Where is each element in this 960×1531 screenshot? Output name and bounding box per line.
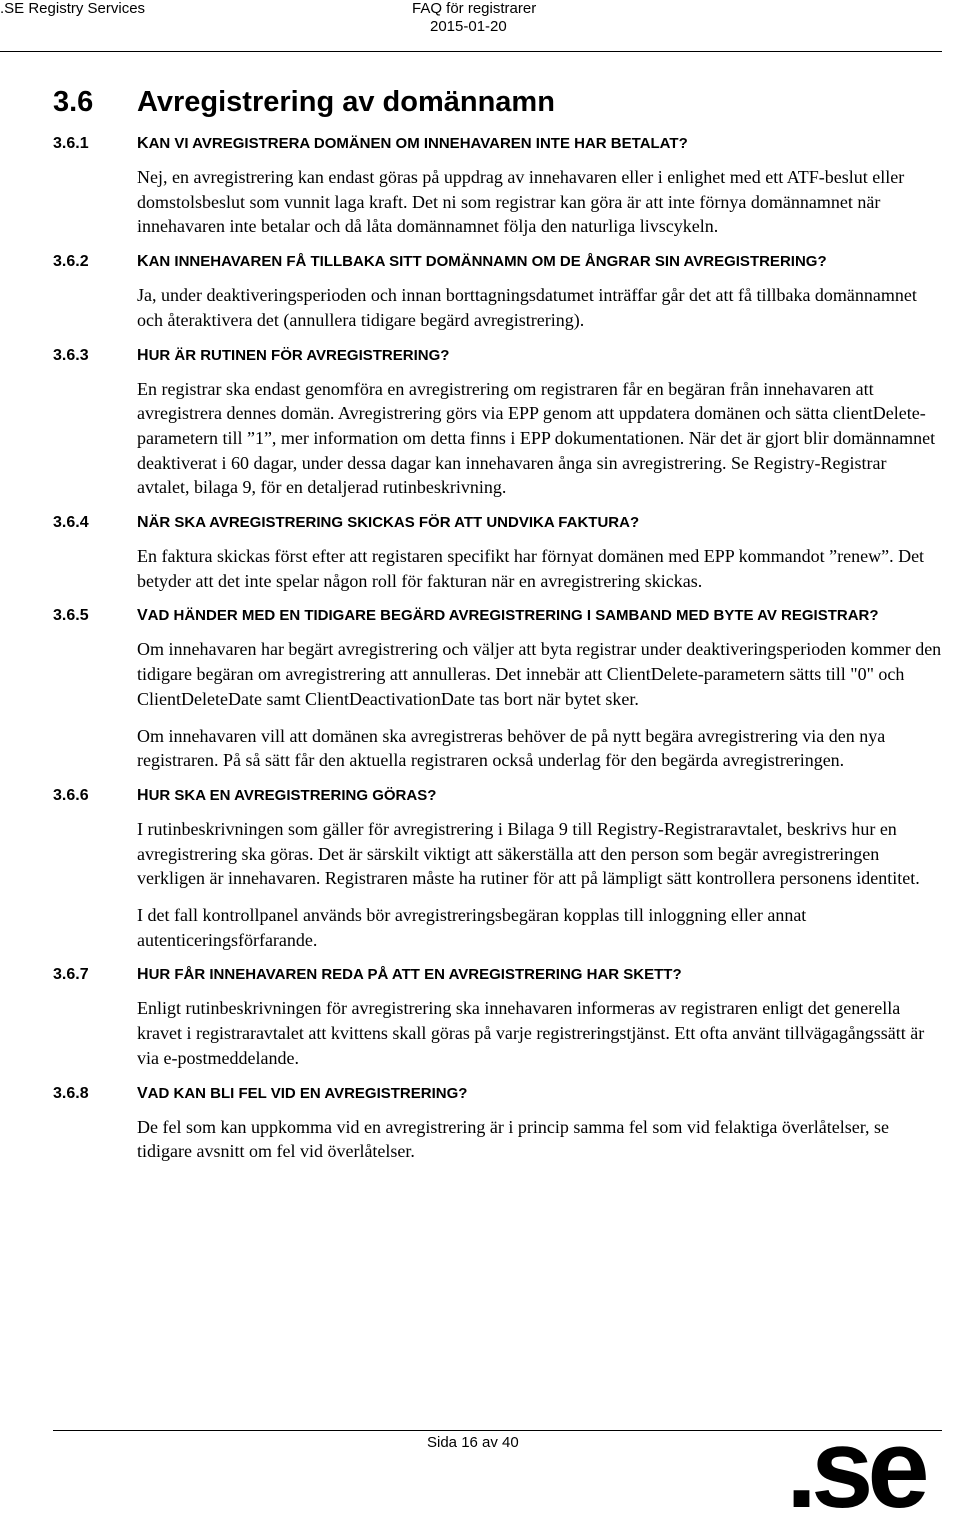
section-number: 3.6 <box>53 86 94 118</box>
question-number: 3.6.1 <box>53 135 89 152</box>
faq-question <box>53 251 943 273</box>
question-initial: H <box>137 966 149 984</box>
question-initial: V <box>137 607 148 625</box>
question-title <box>137 1083 943 1105</box>
question-text: AD KAN BLI FEL VID EN AVREGISTRERING? <box>147 1084 468 1102</box>
section-title: Avregistrering av domännamn <box>137 86 555 118</box>
question-text: ÄR SKA AVREGISTRERING SKICKAS FÖR ATT UNDVIKA FAKTURA? <box>148 514 640 532</box>
faq-question <box>53 605 943 627</box>
question-text: UR SKA EN AVREGISTRERING GÖRAS? <box>148 786 437 804</box>
question-initial: K <box>137 253 149 271</box>
faq-question <box>53 133 943 155</box>
answer-paragraph: En faktura skickas först efter att registaren specifikt har förnyat domänen med EPP kommandot ”renew”. Det betyder att det inte spelar någon roll för fakturan när en avregistrering skickas. <box>137 546 925 591</box>
answer-paragraph: Om innehavaren vill att domänen ska avregistreras behöver de på nytt begära avregistrering via den nya registraren. På så sätt får den aktuella registraren också underlag för den begärda avregistreringen. <box>137 725 886 771</box>
question-title <box>137 785 943 807</box>
question-text: UR ÄR RUTINEN FÖR AVREGISTRERING? <box>148 346 450 364</box>
se-logo: .se <box>786 1406 924 1531</box>
question-initial: H <box>137 786 149 804</box>
answer-paragraph: En registrar ska endast genomföra en avregistrering om registraren får en begäran från innehavaren att avregistrera dennes domän. Avregistrering görs via EPP genom att uppdatera domänen och sätta clientDelete-parametern till ”1”, mer information om detta finns i EPP dokumentationen. När det är gjort blir domännamnet deaktiverat i 60 dagar, under dessa dagar kan innehavaren ånga sin avregistrering. Se Registry-Registrar avtalet, bilaga 9, för en detaljerad rutinbeskrivning. <box>137 378 936 498</box>
header-company: .SE Registry Services <box>0 0 146 17</box>
question-title <box>137 605 943 627</box>
header-divider <box>0 51 942 52</box>
question-text: AN VI AVREGISTRERA DOMÄNEN OM INNEHAVAREN INTE HAR BETALAT? <box>148 135 688 152</box>
faq-list <box>53 133 943 1164</box>
answer-paragraph: Nej, en avregistrering kan endast göras på uppdrag av innehavaren eller i enlighet med ett ATF-beslut eller domstolsbeslut som vunnit laga kraft. Det ni som registrar kan göra är att inte förnya domännamnet när innehavaren inte betalar och då låta domännamnet följa den naturliga livscykeln. <box>137 167 905 237</box>
question-number: 3.6.2 <box>53 253 89 271</box>
page-header <box>0 0 960 52</box>
document-body <box>53 84 943 1176</box>
answer-paragraph: I rutinbeskrivningen som gäller för avregistrering i Bilaga 9 till Registry-Registraravtalet, beskrivs hur en avregistrering ska göras. Det är särskilt viktigt att säkerställa att den person som begär avregistreringen verkligen är innehavaren. Registraren måste ha rutiner för att på lämpligt sätt kontrollera personens identitet. <box>137 818 920 889</box>
faq-question <box>53 785 943 807</box>
question-title <box>137 133 943 155</box>
faq-question <box>53 1083 943 1105</box>
question-initial: V <box>137 1084 148 1102</box>
question-text: AN INNEHAVAREN FÅ TILLBAKA SITT DOMÄNNAMN OM DE ÅNGRAR SIN AVREGISTRERING? <box>148 253 827 271</box>
question-initial: K <box>137 135 149 152</box>
question-initial: N <box>137 514 149 532</box>
question-number: 3.6.6 <box>53 786 89 804</box>
faq-question <box>53 345 943 367</box>
page-number: Sida 16 av 40 <box>427 1434 519 1451</box>
question-number: 3.6.4 <box>53 514 89 532</box>
header-doc-title: FAQ för registrarer <box>412 0 537 17</box>
question-title <box>137 512 943 534</box>
question-number: 3.6.5 <box>53 607 89 625</box>
answer-paragraph: De fel som kan uppkomma vid en avregistrering är i princip samma fel som vid felaktiga överlåtelser, se tidigare avsnitt om fel vid överlåtelser. <box>137 1116 890 1162</box>
question-number: 3.6.8 <box>53 1084 89 1102</box>
answer-paragraph: Ja, under deaktiveringsperioden och innan borttagningsdatumet inträffar går det att få tillbaka domännamnet och återaktivera det (annullera tidigare begärd avregistrering). <box>137 285 917 330</box>
faq-question <box>53 512 943 534</box>
question-title <box>137 251 943 273</box>
question-text: UR FÅR INNEHAVAREN REDA PÅ ATT EN AVREGISTRERING HAR SKETT? <box>148 966 682 984</box>
question-title <box>137 345 943 367</box>
answer-paragraph: Enligt rutinbeskrivningen för avregistrering ska innehavaren informeras av registraren enligt det generella kravet i registraravtalet att kvittens skall göras på varje registreringstjänst. Ett ofta använt tillvägagångssätt är via e-postmeddelande. <box>137 998 925 1068</box>
answer-paragraph: I det fall kontrollpanel används bör avregistreringsbegäran kopplas till inloggning eller annat autenticeringsförfarande. <box>137 905 807 950</box>
question-text: AD HÄNDER MED EN TIDIGARE BEGÄRD AVREGISTRERING I SAMBAND MED BYTE AV REGISTRAR? <box>147 607 879 625</box>
header-date: 2015-01-20 <box>430 18 507 35</box>
question-number: 3.6.3 <box>53 346 89 364</box>
answer-paragraph: Om innehavaren har begärt avregistrering och väljer att byta registrar under deaktiveringsperioden kommer den tidigare begäran om avregistrering att annulleras. Det innebär att ClientDelete-parametern sätts till "0" och ClientDeleteDate samt ClientDeactivationDate tas bort när bytet sker. <box>137 639 942 709</box>
faq-question <box>53 964 943 986</box>
question-number: 3.6.7 <box>53 966 89 984</box>
question-title <box>137 964 943 986</box>
section-heading <box>53 84 943 120</box>
question-initial: H <box>137 346 149 364</box>
